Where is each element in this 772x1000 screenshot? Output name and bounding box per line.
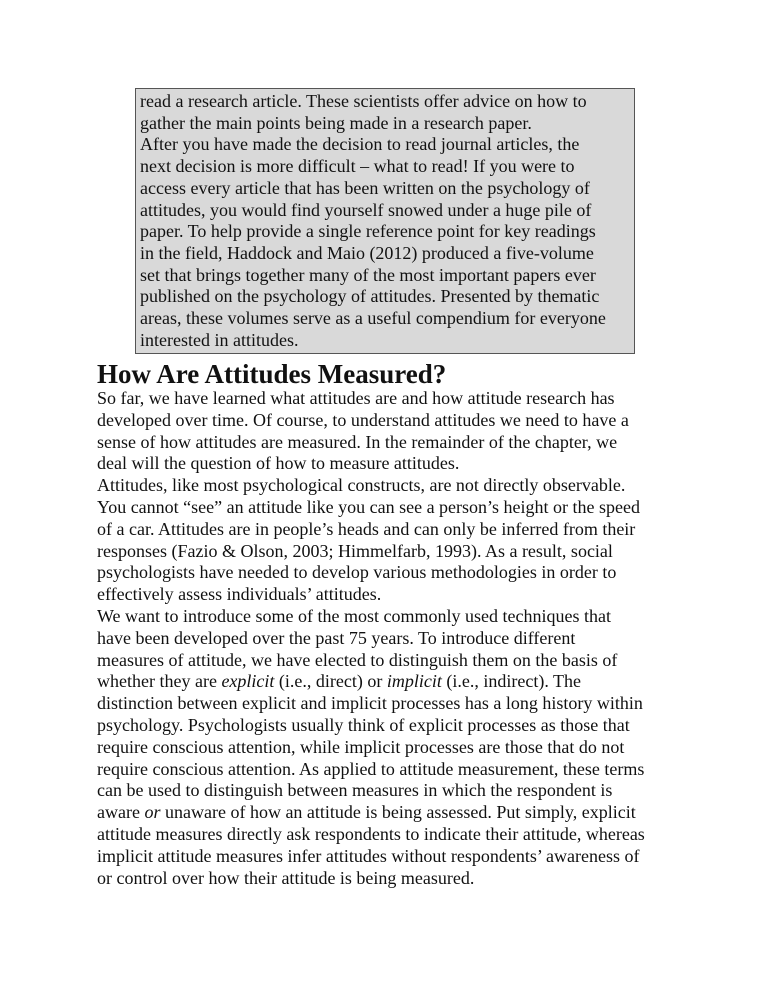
emphasis-implicit: implicit [386, 671, 442, 692]
text-line: So far, we have learned what attitudes are and how attitude research has [97, 388, 615, 408]
text-line: developed over time. Of course, to understand attitudes we need to have a [97, 409, 629, 430]
emphasis-explicit: explicit [221, 671, 275, 692]
text-line: require conscious attention. As applied to attitude measurement, these terms [97, 758, 645, 779]
text-run: unaware of how an attitude is being assessed. Put simply, explicit [160, 802, 636, 823]
text-line: You cannot “see” an attitude like you can see a person’s height or the speed [97, 496, 641, 517]
text-line: read a research article. These scientists offer advice on how to [140, 91, 587, 111]
text-line: psychologists have needed to develop various methodologies in order to [97, 562, 617, 583]
text-line: paper. To help provide a single reference point for key readings [140, 221, 596, 242]
text-line: attitude measures directly ask respondents to indicate their attitude, whereas [97, 823, 645, 844]
text-run: whether they are [97, 671, 222, 692]
text-line [97, 802, 687, 824]
text-line: require conscious attention, while implicit processes are those that do not [97, 736, 625, 757]
paragraph-1 [97, 388, 687, 475]
section-body [97, 388, 687, 889]
text-line: attitudes, you would find yourself snowed under a huge pile of [140, 199, 592, 220]
text-run: (i.e., direct) or [274, 671, 387, 692]
text-line: access every article that has been written on the psychology of [140, 177, 590, 198]
text-line: implicit attitude measures infer attitudes without respondents’ awareness of [97, 845, 640, 866]
text-line: areas, these volumes serve as a useful compendium for everyone [140, 308, 606, 329]
text-line: can be used to distinguish between measures in which the respondent is [97, 780, 613, 801]
sidebar-box [135, 88, 635, 354]
text-line: sense of how attitudes are measured. In the remainder of the chapter, we [97, 431, 618, 452]
text-line: set that brings together many of the most important papers ever [140, 264, 596, 285]
text-line: measures of attitude, we have elected to distinguish them on the basis of [97, 649, 618, 670]
text-line: published on the psychology of attitudes. Presented by thematic [140, 286, 600, 307]
text-line: or control over how their attitude is being measured. [97, 867, 475, 888]
text-line: Attitudes, like most psychological constructs, are not directly observable. [97, 475, 626, 496]
paragraph-2 [97, 475, 687, 606]
text-line: gather the main points being made in a research paper. [140, 112, 532, 133]
text-line [97, 671, 687, 693]
emphasis-or: or [144, 802, 161, 823]
section-heading: How Are Attitudes Measured? [97, 359, 447, 389]
text-line: responses (Fazio & Olson, 2003; Himmelfarb, 1993). As a result, social [97, 540, 613, 561]
sidebar-box-text [140, 91, 634, 351]
text-line: We want to introduce some of the most commonly used techniques that [97, 605, 611, 626]
text-line: After you have made the decision to read journal articles, the [140, 134, 580, 155]
text-line: interested in attitudes. [140, 329, 299, 350]
text-line: next decision is more difficult – what to read! If you were to [140, 156, 575, 177]
text-line: have been developed over the past 75 years. To introduce different [97, 627, 576, 648]
text-line: distinction between explicit and implicit processes has a long history within [97, 693, 643, 714]
text-run: aware [97, 802, 145, 823]
paragraph-3 [97, 606, 687, 889]
text-line: deal will the question of how to measure attitudes. [97, 453, 460, 474]
text-run: (i.e., indirect). The [441, 671, 581, 692]
text-line: in the field, Haddock and Maio (2012) produced a five-volume [140, 242, 594, 263]
text-line: psychology. Psychologists usually think of explicit processes as those that [97, 714, 630, 735]
text-line: of a car. Attitudes are in people’s heads and can only be inferred from their [97, 518, 636, 539]
text-line: effectively assess individuals’ attitudes. [97, 584, 382, 605]
